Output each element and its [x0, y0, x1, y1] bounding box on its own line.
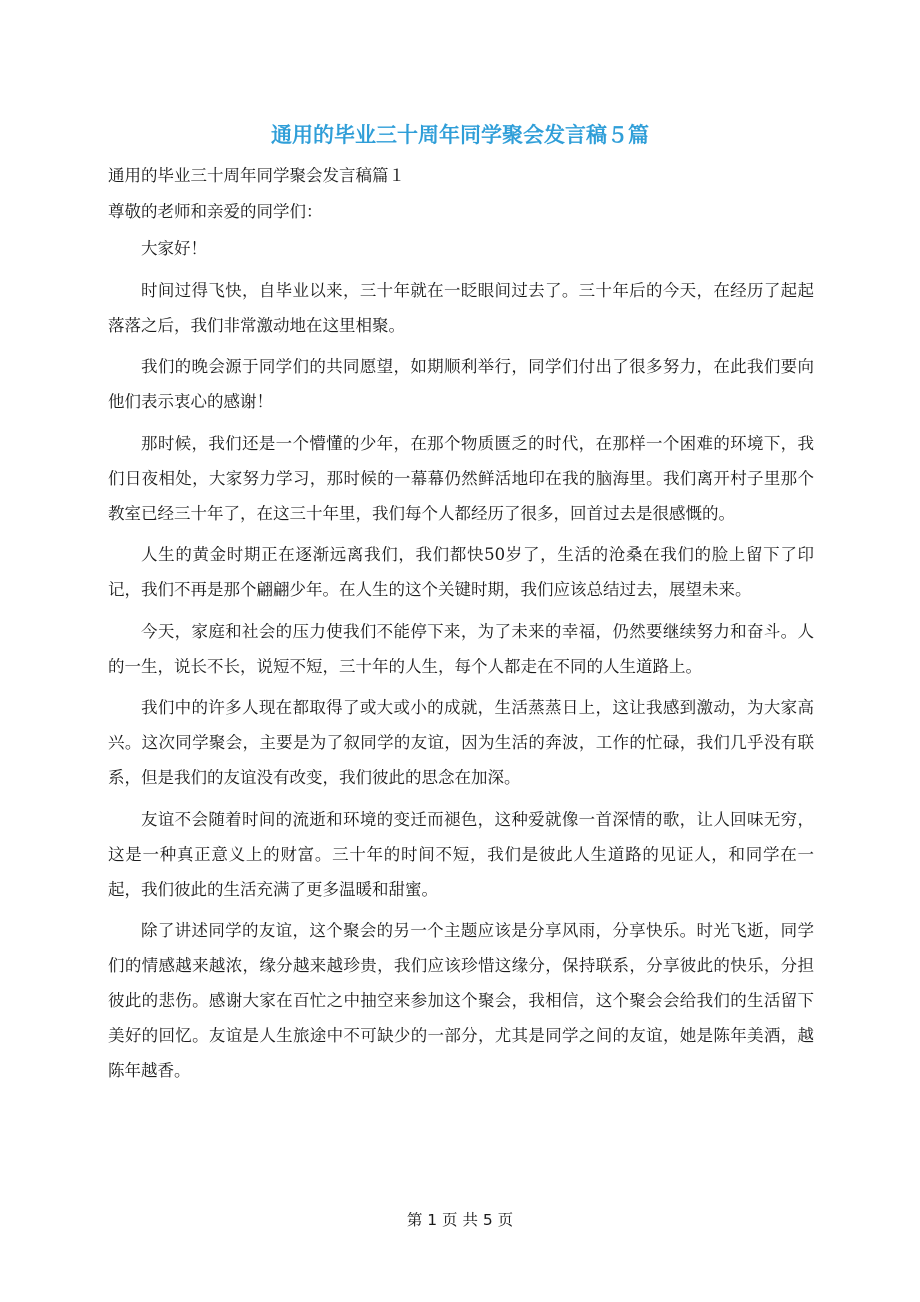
paragraph: 我们的晚会源于同学们的共同愿望，如期顺利举行，同学们付出了很多努力，在此我们要向他们表示衷心的感谢！	[108, 357, 814, 411]
document-title: 通用的毕业三十周年同学聚会发言稿５篇	[271, 123, 649, 147]
paragraph-greeting: 大家好！	[141, 239, 207, 258]
paragraph: 那时候，我们还是一个懵懂的少年，在那个物质匮乏的时代，在那样一个困难的环境下，我们日夜相处，大家努力学习，那时候的一幕幕仍然鲜活地印在我的脑海里。我们离开村子里那个教室已经三十年了，在这三十年里，我们每个人都经历了很多，回首过去是很感慨的。	[108, 433, 814, 523]
speech-body	[108, 231, 814, 1095]
section-heading: 通用的毕业三十周年同学聚会发言稿篇１	[108, 166, 405, 185]
paragraph: 今天，家庭和社会的压力使我们不能停下来，为了未来的幸福，仍然要继续努力和奋斗。人的一生，说长不长，说短不短，三十年的人生，每个人都走在不同的人生道路上。	[108, 621, 814, 676]
paragraph: 除了讲述同学的友谊，这个聚会的另一个主题应该是分享风雨，分享快乐。时光飞逝，同学们的情感越来越浓，缘分越来越珍贵，我们应该珍惜这缘分，保持联系，分享彼此的快乐，分担彼此的悲伤。感谢大家在百忙之中抽空来参加这个聚会，我相信，这个聚会会给我们的生活留下美好的回忆。友谊是人生旅途中不可缺少的一部分，尤其是同学之间的友谊，她是陈年美酒，越陈年越香。	[108, 921, 814, 1080]
page-number: 第 1 页 共 5 页	[406, 1211, 514, 1229]
paragraph: 时间过得飞快，自毕业以来，三十年就在一眨眼间过去了。三十年后的今天，在经历了起起落落之后，我们非常激动地在这里相聚。	[108, 280, 814, 335]
paragraph: 我们中的许多人现在都取得了或大或小的成就，生活蒸蒸日上，这让我感到激动，为大家高兴。这次同学聚会，主要是为了叙同学的友谊，因为生活的奔波，工作的忙碌，我们几乎没有联系，但是我们的友谊没有改变，我们彼此的思念在加深。	[108, 698, 814, 787]
paragraph: 友谊不会随着时间的流逝和环境的变迁而褪色，这种爱就像一首深情的歌，让人回味无穷，这是一种真正意义上的财富。三十年的时间不短，我们是彼此人生道路的见证人，和同学在一起，我们彼此的生活充满了更多温暖和甜蜜。	[108, 809, 814, 899]
salutation: 尊敬的老师和亲爱的同学们：	[108, 202, 323, 221]
paragraph: 人生的黄金时期正在逐渐远离我们，我们都快50岁了，生活的沧桑在我们的脸上留下了印记，我们不再是那个翩翩少年。在人生的这个关键时期，我们应该总结过去，展望未来。	[108, 545, 814, 599]
